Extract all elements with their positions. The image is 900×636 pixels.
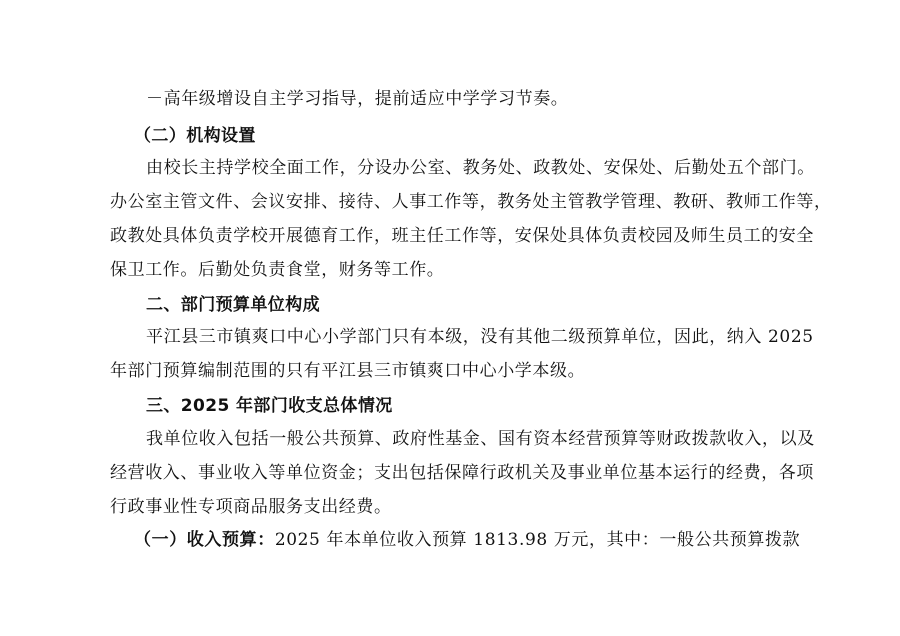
paragraph-line: 经营收入、事业收入等单位资金；支出包括保障行政机关及事业单位基本运行的经费，各项 — [110, 463, 814, 483]
paragraph-line: －高年级增设自主学习指导，提前适应中学学习节奏。 — [146, 89, 569, 109]
paragraph-line: 保卫工作。后勤处负责食堂，财务等工作。 — [110, 260, 445, 280]
income-budget-line — [134, 528, 800, 552]
paragraph-line: 年部门预算编制范围的只有平江县三市镇爽口中心小学本级。 — [110, 361, 586, 381]
section-heading: （二）机构设置 — [134, 126, 256, 146]
paragraph-line: 平江县三市镇爽口中心小学部门只有本级，没有其他二级预算单位，因此，纳入 2025 — [146, 327, 814, 347]
income-budget-label: （一）收入预算： — [134, 530, 275, 550]
paragraph-line: 政教处具体负责学校开展德育工作，班主任工作等，安保处具体负责校园及师生员工的安全 — [110, 226, 814, 246]
paragraph-line: 办公室主管文件、会议安排、接待、人事工作等，教务处主管教学管理、教研、教师工作等， — [110, 192, 832, 212]
paragraph-line: 行政事业性专项商品服务支出经费。 — [110, 497, 392, 517]
section-heading: 三、2025 年部门收支总体情况 — [146, 396, 393, 416]
income-budget-text: 2025 年本单位收入预算 1813.98 万元，其中：一般公共预算拨款 — [274, 530, 801, 550]
paragraph-line: 我单位收入包括一般公共预算、政府性基金、国有资本经营预算等财政拨款收入，以及 — [146, 429, 815, 449]
paragraph-line: 由校长主持学校全面工作，分设办公室、教务处、政教处、安保处、后勤处五个部门。 — [146, 158, 815, 178]
section-heading: 二、部门预算单位构成 — [146, 295, 320, 315]
